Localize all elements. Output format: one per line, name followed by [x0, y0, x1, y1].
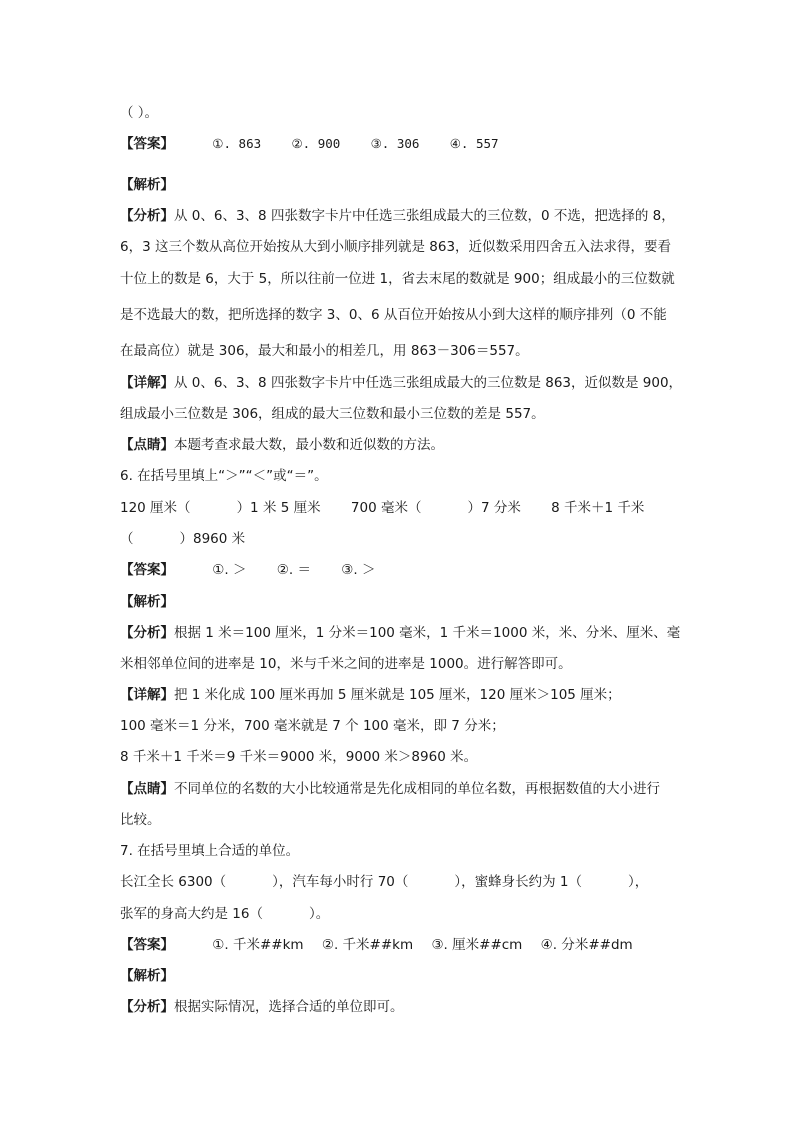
jiexi-tag: 【解析】 — [120, 968, 174, 984]
q6-item-2b: ）7 分米 — [467, 500, 521, 516]
q6-item-1b: ）1 米 5 厘米 — [236, 500, 321, 516]
q5-dianjing-text: 本题考查求最大数，最小数和近似数的方法。 — [174, 437, 444, 453]
q5-fenxi-text-5: 在最高位）就是 306，最大和最小的相差几，用 863－306＝557。 — [120, 343, 529, 359]
q6-dianjing-line-1 — [120, 780, 684, 798]
q5-fenxi-line-1 — [120, 207, 684, 225]
q7-line-1 — [120, 873, 684, 891]
q7-answer-3: ③. 厘米##cm — [431, 937, 523, 953]
q5-answer-line — [120, 135, 684, 153]
q6-item-3a: 8 千米＋1 千米 — [551, 500, 645, 516]
q5-fenxi-line-4 — [120, 306, 684, 324]
q6-xiangjie-line-2 — [120, 717, 684, 735]
q7-title — [120, 842, 684, 860]
q5-answer-2: ②. 900 — [291, 136, 341, 151]
q5-xiangjie-line-2 — [120, 405, 684, 423]
q7-jiexi-heading — [120, 967, 684, 985]
q7-title-text: 7. 在括号里填上合适的单位。 — [120, 843, 300, 859]
q7-answer-line — [120, 936, 684, 954]
q6-items-line-2 — [120, 530, 684, 548]
answer-tag: 【答案】 — [120, 136, 174, 152]
q5-fenxi-line-3 — [120, 270, 684, 288]
q7-line1-part3: ），蜜蜂身长约为 1（ — [454, 874, 583, 890]
q7-answer-1: ①. 千米##km — [212, 937, 304, 953]
q6-answer-line — [120, 561, 684, 579]
q6-answer-3: ③. ＞ — [341, 562, 376, 578]
dianjing-tag: 【点睛】 — [120, 781, 174, 797]
q6-item-3b: （ — [120, 531, 134, 547]
q7-fenxi-line — [120, 998, 684, 1016]
q6-fenxi-line-1 — [120, 624, 684, 642]
xiangjie-tag: 【详解】 — [120, 375, 174, 391]
q5-answer-4: ④. 557 — [449, 136, 499, 151]
q5-tail-text: （ ）。 — [120, 105, 159, 121]
q5-fenxi-text-2: 6，3 这三个数从高位开始按从大到小顺序排列就是 863，近似数采用四舍五入法求得，要看 — [120, 239, 672, 255]
q6-xiangjie-text-1: 把 1 米化成 100 厘米再加 5 厘米就是 105 厘米，120 厘米＞105 厘米； — [174, 687, 621, 703]
q6-xiangjie-line-1 — [120, 686, 684, 704]
q5-dianjing-line — [120, 436, 684, 454]
q6-xiangjie-line-3 — [120, 748, 684, 766]
q5-fenxi-text-4: 是不选最大的数，把所选择的数字 3、0、6 从百位开始按从小到大这样的顺序排列（0 不能 — [120, 307, 667, 323]
answer-tag: 【答案】 — [120, 562, 174, 578]
q5-answer-3: ③. 306 — [370, 136, 420, 151]
q6-title-text: 6. 在括号里填上“＞”“＜”或“＝”。 — [120, 468, 328, 484]
q5-fenxi-text-1: 从 0、6、3、8 四张数字卡片中任选三张组成最大的三位数，0 不选，把选择的 8， — [174, 208, 675, 224]
q7-line1-part1: 长江全长 6300（ — [120, 874, 227, 890]
q7-answer-2: ②. 千米##km — [321, 937, 414, 953]
q6-item-3c: ）8960 米 — [179, 531, 246, 547]
xiangjie-tag: 【详解】 — [120, 687, 174, 703]
q7-fenxi-text: 根据实际情况，选择合适的单位即可。 — [174, 999, 404, 1015]
q5-answer-1: ①. 863 — [212, 136, 262, 151]
q7-line1-part2: ），汽车每小时行 70（ — [272, 874, 409, 890]
q7-line1-part4: ）， — [628, 874, 649, 890]
q6-jiexi-heading — [120, 593, 684, 611]
q6-dianjing-text-1: 不同单位的名数的大小比较通常是先化成相同的单位名数，再根据数值的大小进行 — [174, 781, 660, 797]
q6-item-2a: 700 毫米（ — [350, 500, 422, 516]
q5-fenxi-text-3: 十位上的数是 6，大于 5，所以往前一位进 1，省去末尾的数就是 900；组成最小的三位数就 — [120, 271, 675, 287]
q7-answer-4: ④. 分米##dm — [540, 937, 633, 953]
dianjing-tag: 【点睛】 — [120, 437, 174, 453]
q6-fenxi-line-2 — [120, 655, 684, 673]
q5-xiangjie-text-2: 组成最小三位数是 306，组成的最大三位数和最小三位数的差是 557。 — [120, 406, 545, 422]
q6-fenxi-text-1: 根据 1 米＝100 厘米，1 分米＝100 毫米，1 千米＝1000 米，米、分米、厘米、毫 — [174, 625, 681, 641]
q6-title — [120, 467, 684, 485]
q6-dianjing-line-2 — [120, 811, 684, 829]
q7-line2-part2: ）。 — [308, 906, 330, 922]
q6-xiangjie-text-3: 8 千米＋1 千米＝9 千米＝9000 米，9000 米＞8960 米。 — [120, 749, 478, 765]
q6-xiangjie-text-2: 100 毫米＝1 分米，700 毫米就是 7 个 100 毫米，即 7 分米； — [120, 718, 505, 734]
answer-tag: 【答案】 — [120, 937, 174, 953]
fenxi-tag: 【分析】 — [120, 208, 174, 224]
jiexi-tag: 【解析】 — [120, 177, 174, 193]
q6-fenxi-text-2: 米相邻单位间的进率是 10，米与千米之间的进率是 1000。进行解答即可。 — [120, 656, 572, 672]
q5-fenxi-line-2 — [120, 238, 684, 256]
q6-answer-2: ②. ＝ — [276, 562, 311, 578]
q6-item-1a: 120 厘米（ — [120, 500, 191, 516]
q6-dianjing-text-2: 比较。 — [120, 812, 161, 828]
q5-jiexi-heading — [120, 176, 684, 194]
fenxi-tag: 【分析】 — [120, 999, 174, 1015]
q5-xiangjie-line-1 — [120, 374, 684, 392]
q5-xiangjie-text-1: 从 0、6、3、8 四张数字卡片中任选三张组成最大的三位数是 863，近似数是 900， — [174, 375, 683, 391]
q6-answer-1: ①. ＞ — [212, 562, 247, 578]
q7-line2-part1: 张军的身高大约是 16（ — [120, 906, 263, 922]
q7-line-2 — [120, 905, 684, 923]
q6-items-line — [120, 499, 684, 517]
fenxi-tag: 【分析】 — [120, 625, 174, 641]
q5-fenxi-line-5 — [120, 342, 684, 360]
jiexi-tag: 【解析】 — [120, 594, 174, 610]
q5-answer-blank-line — [120, 104, 684, 122]
